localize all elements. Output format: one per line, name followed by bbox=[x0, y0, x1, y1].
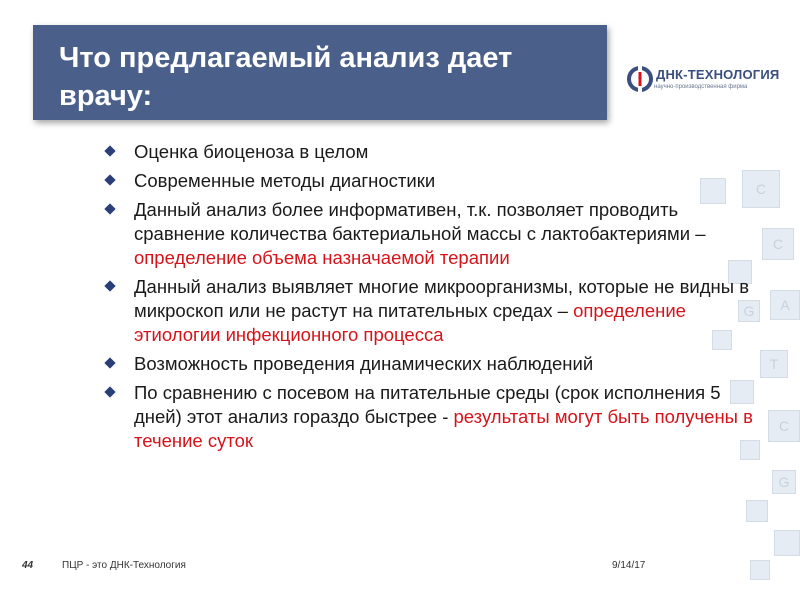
logo-name: ДНК-ТЕХНОЛОГИЯ bbox=[656, 67, 780, 82]
company-logo bbox=[626, 62, 780, 96]
bullet-list bbox=[104, 140, 754, 458]
deco-square: A bbox=[770, 290, 800, 320]
deco-square: C bbox=[742, 170, 780, 208]
diamond-bullet-icon bbox=[104, 386, 115, 397]
deco-square bbox=[746, 500, 768, 522]
logo-subtitle: научно-производственная фирма bbox=[654, 84, 748, 90]
bullet-text: Данный анализ выявляет многие микроорганизмы, которые не видны в микроскоп или не растут на питательных средах – bbox=[134, 276, 750, 321]
dna-logo-icon bbox=[626, 62, 654, 96]
bullet-text: Данный анализ более информативен, т.к. позволяет проводить сравнение количества бактериальной массы с лактобактериями – bbox=[134, 199, 706, 244]
bullet-highlight: определение объема назначаемой терапии bbox=[134, 247, 510, 268]
bullet-item bbox=[104, 275, 754, 347]
bullet-item bbox=[104, 352, 754, 376]
bullet-text: По сравнению с посевом на питательные среды (срок исполнения 5 дней) этот анализ гораздо быстрее - bbox=[134, 382, 721, 427]
bullet-item bbox=[104, 198, 754, 270]
diamond-bullet-icon bbox=[104, 357, 115, 368]
deco-square: C bbox=[762, 228, 794, 260]
diamond-bullet-icon bbox=[104, 203, 115, 214]
diamond-bullet-icon bbox=[104, 145, 115, 156]
bullet-item bbox=[104, 169, 754, 193]
footer-date: 9/14/17 bbox=[612, 560, 646, 571]
diamond-bullet-icon bbox=[104, 280, 115, 291]
deco-square bbox=[750, 560, 770, 580]
title-box bbox=[33, 25, 607, 120]
bullet-text: Возможность проведения динамических наблюдений bbox=[134, 353, 594, 374]
bullet-item bbox=[104, 140, 754, 164]
deco-square: G bbox=[772, 470, 796, 494]
deco-square: G bbox=[738, 300, 760, 322]
bullet-text: Современные методы диагностики bbox=[134, 170, 436, 191]
footer-text: ПЦР - это ДНК-Технология bbox=[62, 560, 186, 571]
bullet-highlight: определение этиологии инфекционного процесса bbox=[134, 300, 686, 345]
deco-square bbox=[774, 530, 800, 556]
bullet-text: Оценка биоценоза в целом bbox=[134, 141, 369, 162]
bullet-highlight: результаты могут быть получены в течение суток bbox=[134, 406, 753, 451]
slide-title: Что предлагаемый анализ дает врачу: bbox=[59, 42, 513, 112]
deco-square: C bbox=[768, 410, 800, 442]
slide-number: 44 bbox=[22, 560, 34, 571]
diamond-bullet-icon bbox=[104, 174, 115, 185]
bullet-item bbox=[104, 381, 754, 453]
deco-square: T bbox=[760, 350, 788, 378]
